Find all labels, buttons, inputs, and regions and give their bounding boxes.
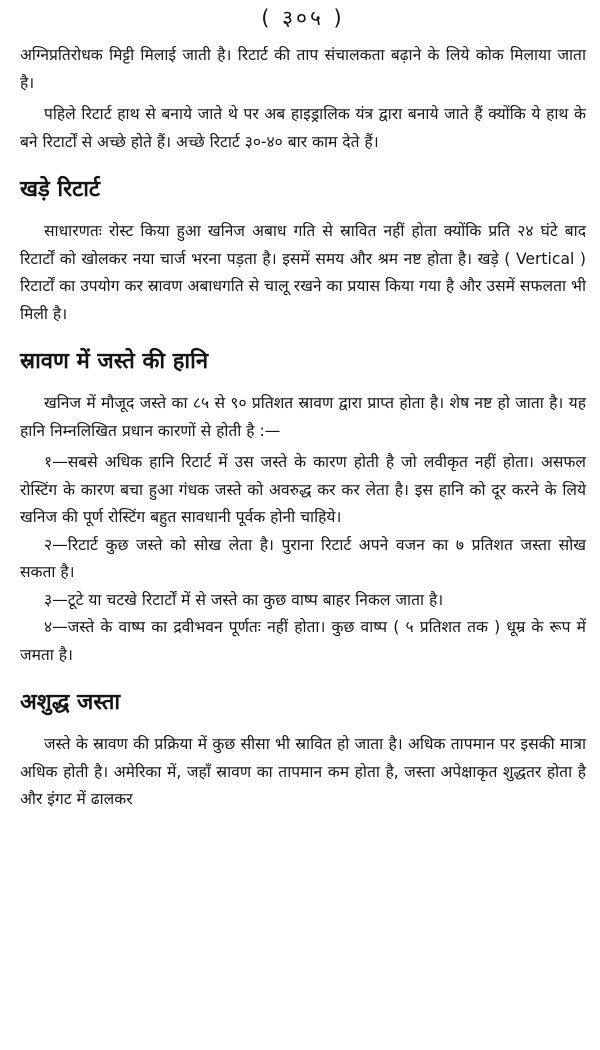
list-item-4: ४—जस्ते के वाष्प का द्रवीभवन पूर्णतः नहीं होता। कुछ वाष्प ( ५ प्रतिशत तक ) धूम्र के रूप में जमता है। <box>20 618 586 664</box>
paragraph-1: अग्निप्रतिरोधक मिट्टी मिलाई जाती है। रिटार्ट की ताप संचालकता बढ़ाने के लिये कोक मिलाया जाता है। <box>20 46 586 92</box>
paragraph-4: खनिज में मौजूद जस्ते का ८५ से ९० प्रतिशत स्रावण द्वारा प्राप्त होता है। शेष नष्ट हो जाता है। यह हानि निम्नलिखित प्रधान कारणों से होती है :— <box>20 394 586 440</box>
heading-impure-zinc: अशुद्ध जस्ता <box>20 690 121 715</box>
paragraph-9: जस्ते के स्रावण की प्रक्रिया में कुछ सीसा भी स्रावित हो जाता है। अधिक तापमान पर इसकी मात्रा अधिक होती है। अमेरिका में, जहाँ स्रावण का तापमान कम होता है, जस्ता अपेक्षाकृत शुद्धतर होता है और इंगट में ढालकर <box>20 735 586 808</box>
paragraph-3: साधारणतः रोस्ट किया हुआ खनिज अबाध गति से स्रावित नहीं होता क्योंकि प्रति २४ घंटे बाद रिटार्टों को खोलकर नया चार्ज भरना पड़ता है। इसमें समय और श्रम नष्ट होता है। खड़े ( Vertical ) रिटार्टों का उपयोग कर स्रावण अबाधगति से चालू रखने का प्रयास किया गया है और उसमें सफलता भी मिली है। <box>20 222 586 323</box>
page-number: ( ३०५ ) <box>261 6 345 30</box>
list-item-3: ३—टूटे या चटखे रिटार्टों में से जस्ते का कुछ वाष्प बाहर निकल जाता है। <box>44 590 444 609</box>
heading-vertical-retorts: खड़े रिटार्ट <box>20 177 100 202</box>
list-item-1: १—सबसे अधिक हानि रिटार्ट में उस जस्ते के कारण होती है जो लवीकृत नहीं होता। असफल रोस्टिंग के कारण बचा हुआ गंधक जस्ते को अवरुद्ध कर कर लेता है। इस हानि को दूर करने के लिये खनिज की पूर्ण रोस्टिंग बहुत सावधानी पूर्वक होनी चाहिये। <box>20 453 586 526</box>
heading-zinc-loss: स्रावण में जस्ते की हानि <box>20 349 209 374</box>
paragraph-2: पहिले रिटार्ट हाथ से बनाये जाते थे पर अब हाइड्रालिक यंत्र द्वारा बनाये जाते हैं क्योंकि ये हाथ के बने रिटार्टों से अच्छे होते हैं। अच्छे रिटार्ट ३०-४० बार काम देते हैं। <box>20 105 586 151</box>
list-item-2: २—रिटार्ट कुछ जस्ते को सोख लेता है। पुराना रिटार्ट अपने वजन का ७ प्रतिशत जस्ता सोख सकता है। <box>20 535 586 581</box>
